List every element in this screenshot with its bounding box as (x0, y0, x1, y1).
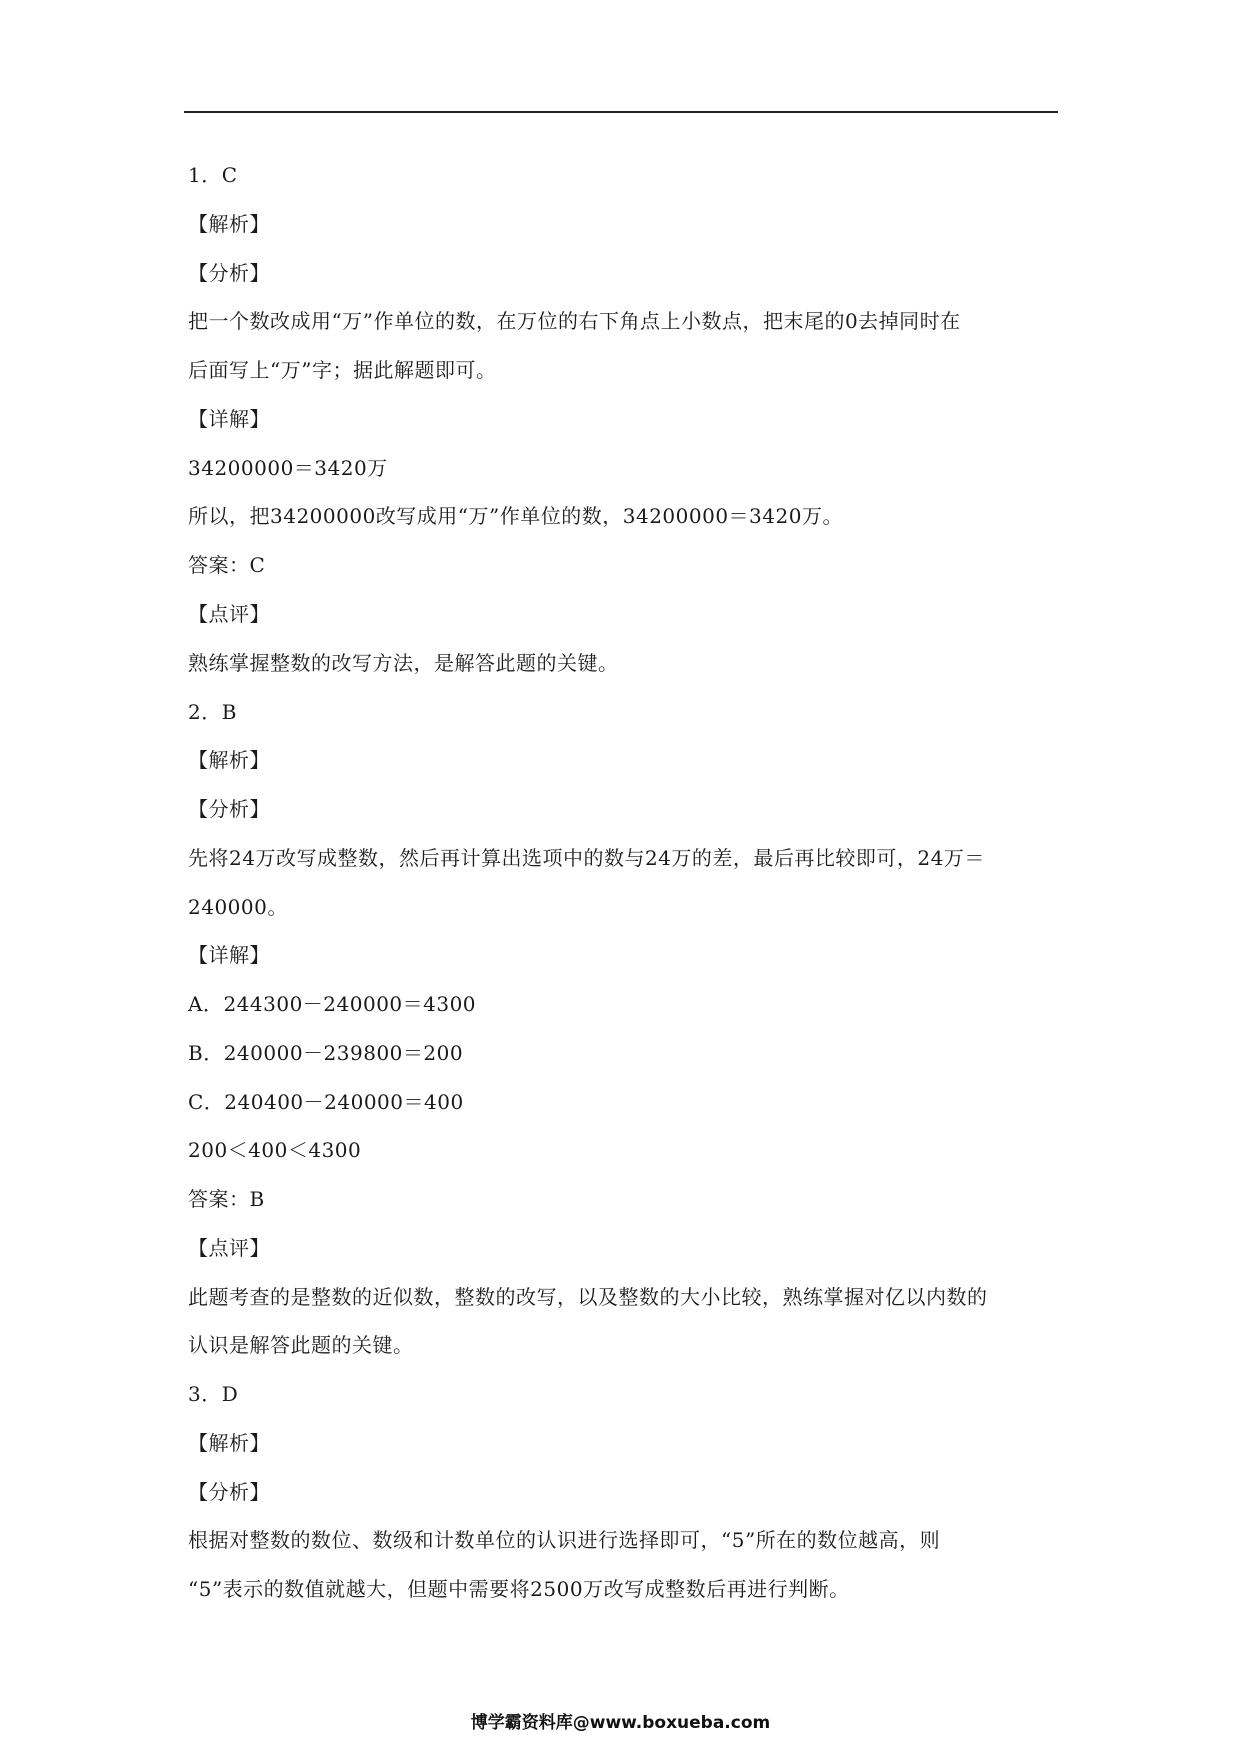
answer-2-detail-heading: 【详解】 (188, 943, 270, 967)
answer-2-fenxi-line-2: 240000。 (188, 895, 288, 919)
answer-2-detail-option-b: B．240000－239800＝200 (188, 1041, 464, 1065)
footer-source: 博学霸资料库@www.boxueba.com (470, 1713, 771, 1733)
answer-1-answer: 答案：C (188, 553, 266, 577)
answer-1-fenxi-line-2: 后面写上“万”字；据此解题即可。 (188, 358, 497, 382)
answer-1-number: 1．C (188, 163, 238, 187)
answer-3-number: 3．D (188, 1382, 239, 1406)
answer-2-fenxi-line-1: 先将24万改写成整数，然后再计算出选项中的数与24万的差，最后再比较即可，24万＝ (188, 846, 985, 870)
answer-2-analysis-heading: 【解析】 (188, 748, 270, 772)
answer-1-comment: 熟练掌握整数的改写方法，是解答此题的关键。 (188, 651, 619, 675)
answer-1-comment-heading: 【点评】 (188, 602, 270, 626)
answer-2-detail-option-c: C．240400－240000＝400 (188, 1090, 464, 1114)
answer-3-fenxi-line-2: “5”表示的数值就越大，但题中需要将2500万改写成整数后再进行判断。 (188, 1577, 850, 1601)
answer-3-fenxi-heading: 【分析】 (188, 1480, 270, 1504)
answer-2-detail-option-a: A．244300－240000＝4300 (188, 992, 477, 1016)
answer-1-analysis-heading: 【解析】 (188, 212, 270, 236)
answer-3-analysis-heading: 【解析】 (188, 1431, 270, 1455)
answer-2-answer: 答案：B (188, 1187, 265, 1211)
answer-3-fenxi-line-1: 根据对整数的数位、数级和计数单位的认识进行选择即可，“5”所在的数位越高，则 (188, 1528, 941, 1552)
answer-1-detail-line-1: 34200000＝3420万 (188, 456, 388, 480)
answer-2-comment-line-2: 认识是解答此题的关键。 (188, 1333, 414, 1357)
answer-2-fenxi-heading: 【分析】 (188, 797, 270, 821)
answer-1-fenxi-line-1: 把一个数改成用“万”作单位的数，在万位的右下角点上小数点，把末尾的0去掉同时在 (188, 309, 961, 333)
answer-1-detail-line-2: 所以，把34200000改写成用“万”作单位的数，34200000＝3420万。 (188, 504, 843, 528)
answer-2-detail-compare: 200＜400＜4300 (188, 1138, 362, 1162)
answer-1-fenxi-heading: 【分析】 (188, 261, 270, 285)
answer-1-detail-heading: 【详解】 (188, 407, 270, 431)
answer-2-comment-heading: 【点评】 (188, 1236, 270, 1260)
answer-2-comment-line-1: 此题考查的是整数的近似数，整数的改写，以及整数的大小比较，熟练掌握对亿以内数的 (188, 1285, 988, 1309)
answer-2-number: 2．B (188, 700, 237, 724)
header-rule (184, 111, 1058, 113)
